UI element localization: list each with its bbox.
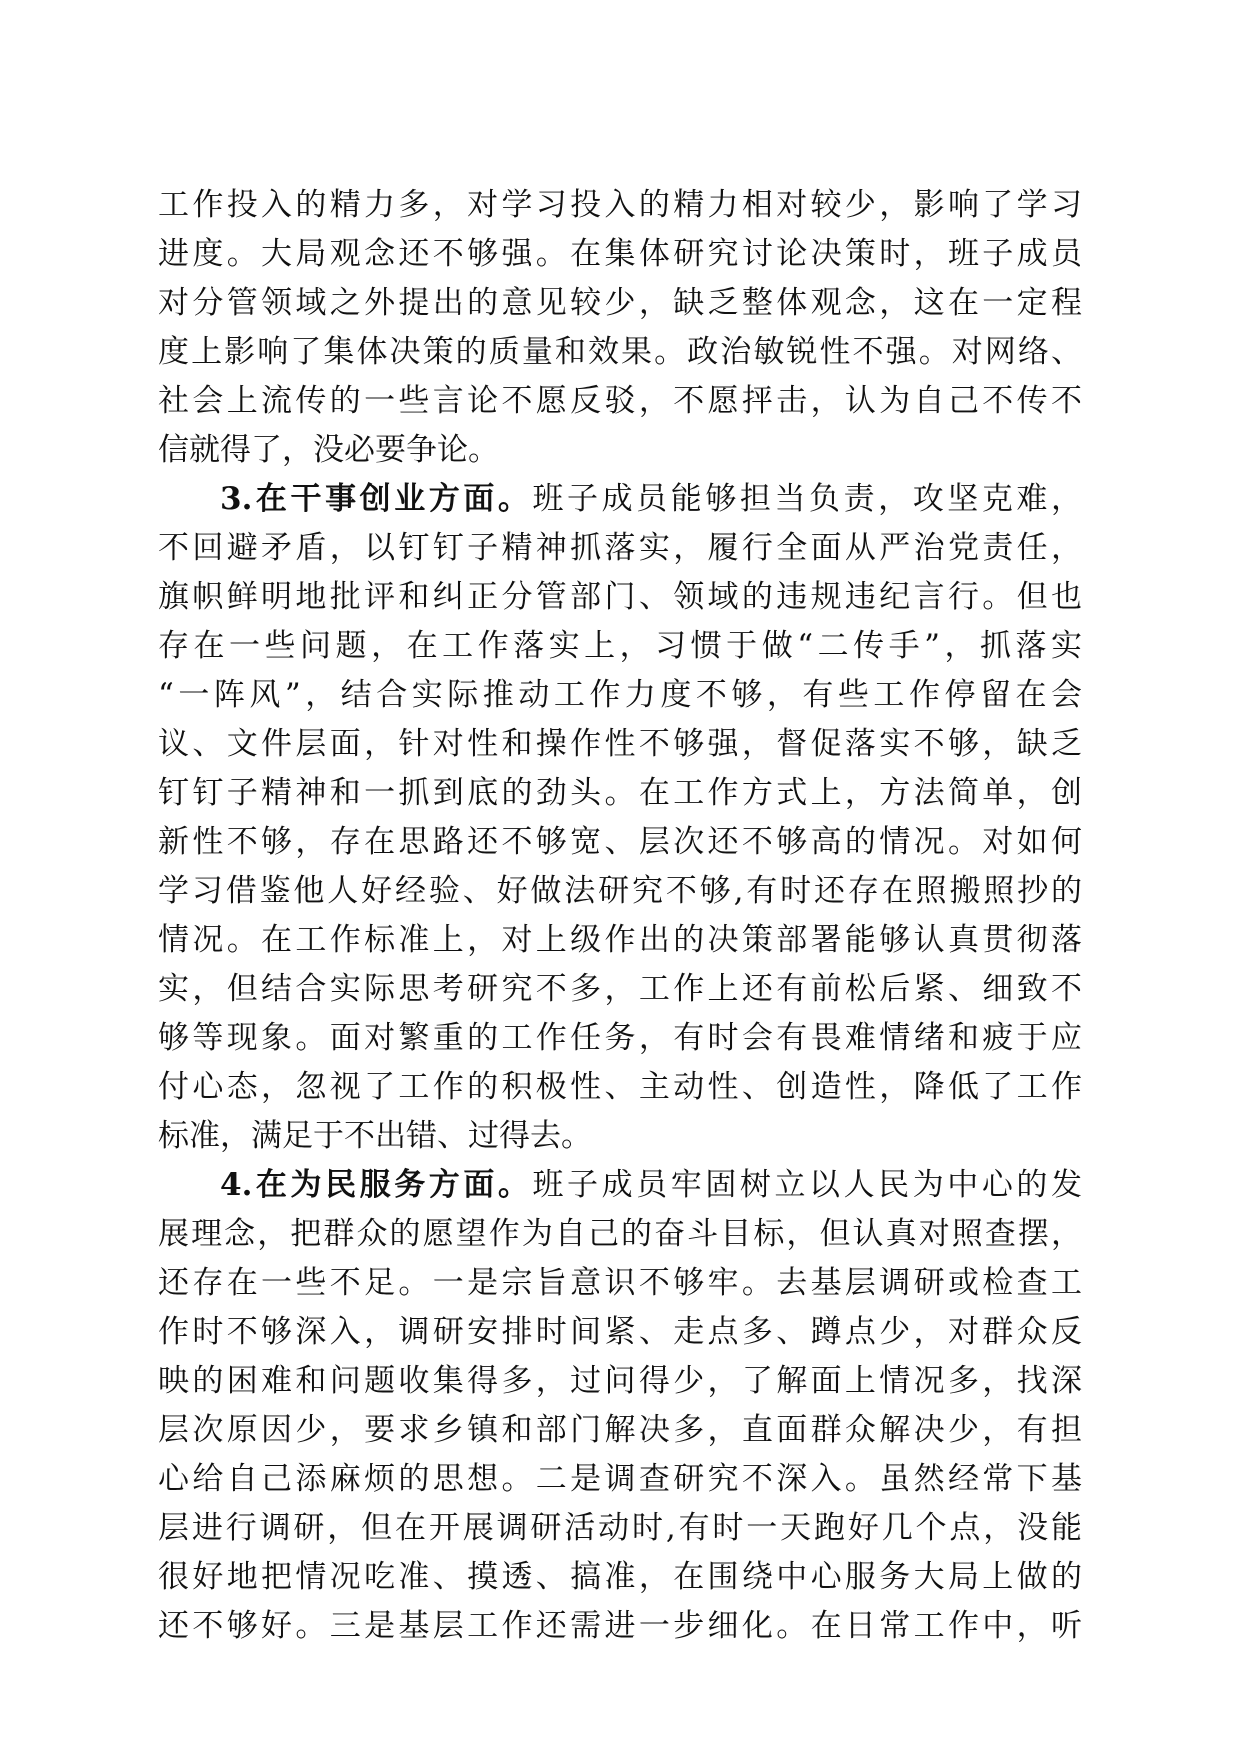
section-3-heading: 3.在干事创业方面。 <box>220 481 533 517</box>
text-line: 不回避矛盾，以钉钉子精神抓落实，履行全面从严治党责任， <box>158 530 1082 566</box>
text-line: “一阵风”，结合实际推动工作力度不够，有些工作停留在会 <box>158 677 1082 713</box>
text-line: 新性不够，存在思路还不够宽、层次还不够高的情况。对如何 <box>158 824 1082 860</box>
text-line: 社会上流传的一些言论不愿反驳，不愿抨击，认为自己不传不 <box>158 383 1082 419</box>
section-4-heading: 4.在为民服务方面。 <box>220 1167 533 1203</box>
section-3-first-line <box>158 475 1082 524</box>
text-line: 层进行调研，但在开展调研活动时,有时一天跑好几个点，没能 <box>158 1510 1082 1546</box>
text-line: 进度。大局观念还不够强。在集体研究讨论决策时，班子成员 <box>158 236 1082 272</box>
text-line: 很好地把情况吃准、摸透、搞准，在围绕中心服务大局上做的 <box>158 1559 1082 1595</box>
section-4-first-line-text: 班子成员牢固树立以人民为中心的发 <box>532 1167 1082 1203</box>
text-line: 学习借鉴他人好经验、好做法研究不够,有时还存在照搬照抄的 <box>158 873 1082 909</box>
text-line: 展理念，把群众的愿望作为自己的奋斗目标，但认真对照查摆， <box>158 1216 1082 1252</box>
text-line: 情况。在工作标准上，对上级作出的决策部署能够认真贯彻落 <box>158 922 1082 958</box>
text-line: 对分管领域之外提出的意见较少，缺乏整体观念，这在一定程 <box>158 285 1082 321</box>
text-line: 心给自己添麻烦的思想。二是调查研究不深入。虽然经常下基 <box>158 1461 1082 1497</box>
text-line: 够等现象。面对繁重的工作任务，有时会有畏难情绪和疲于应 <box>158 1020 1082 1056</box>
text-line: 还存在一些不足。一是宗旨意识不够牢。去基层调研或检查工 <box>158 1265 1082 1301</box>
text-line: 作时不够深入，调研安排时间紧、走点多、蹲点少，对群众反 <box>158 1314 1082 1350</box>
text-line: 旗帜鲜明地批评和纠正分管部门、领域的违规违纪言行。但也 <box>158 579 1082 615</box>
text-line: 度上影响了集体决策的质量和效果。政治敏锐性不强。对网络、 <box>158 334 1082 370</box>
text-line: 标准，满足于不出错、过得去。 <box>158 1118 592 1154</box>
section-3-first-line-text: 班子成员能够担当负责，攻坚克难， <box>532 481 1082 517</box>
text-line: 层次原因少，要求乡镇和部门解决多，直面群众解决少，有担 <box>158 1412 1082 1448</box>
document-body <box>158 181 1082 1651</box>
section-4-paragraph <box>158 1161 1082 1651</box>
text-line: 工作投入的精力多，对学习投入的精力相对较少，影响了学习 <box>158 187 1082 223</box>
text-line: 存在一些问题，在工作落实上，习惯于做“二传手”，抓落实 <box>158 628 1082 664</box>
section-4-first-line <box>158 1161 1082 1210</box>
paragraph-continuation <box>158 181 1082 475</box>
text-line: 实，但结合实际思考研究不多，工作上还有前松后紧、细致不 <box>158 971 1082 1007</box>
text-line: 还不够好。三是基层工作还需进一步细化。在日常工作中，听 <box>158 1608 1082 1644</box>
section-3-paragraph <box>158 475 1082 1161</box>
text-line: 信就得了，没必要争论。 <box>158 432 499 468</box>
text-line: 付心态，忽视了工作的积极性、主动性、创造性，降低了工作 <box>158 1069 1082 1105</box>
text-line: 映的困难和问题收集得多，过问得少，了解面上情况多，找深 <box>158 1363 1082 1399</box>
text-line: 议、文件层面，针对性和操作性不够强，督促落实不够，缺乏 <box>158 726 1082 762</box>
text-line: 钉钉子精神和一抓到底的劲头。在工作方式上，方法简单，创 <box>158 775 1082 811</box>
